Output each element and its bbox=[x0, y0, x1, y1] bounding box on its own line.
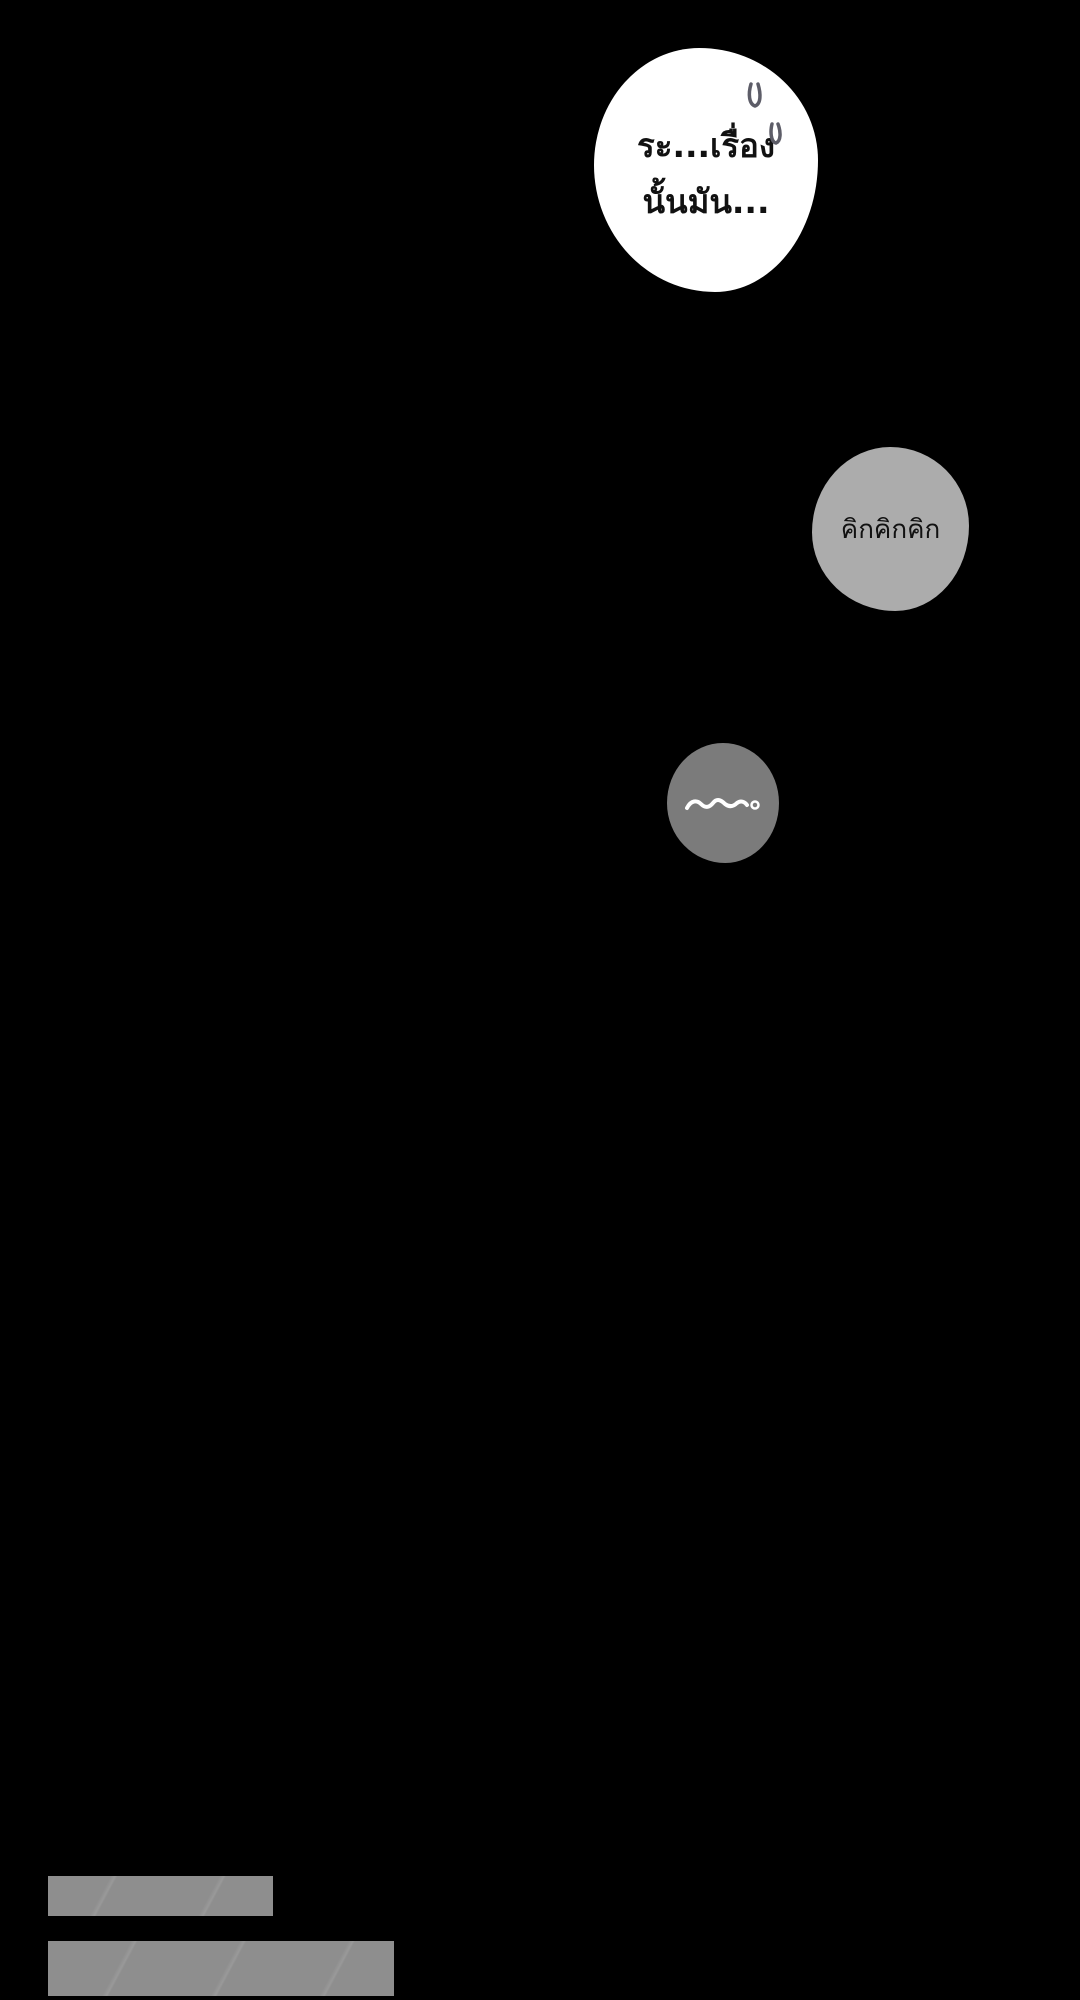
squiggle-icon bbox=[683, 788, 763, 818]
speech-bubble-dark bbox=[667, 743, 779, 863]
gray-bar-bottom bbox=[48, 1941, 394, 1996]
sweat-drops-icon bbox=[0, 0, 1080, 300]
speech-bubble-gray bbox=[812, 447, 969, 611]
gray-bar-top bbox=[48, 1876, 273, 1916]
speech-bubble-gray-text: คิกคิกคิก bbox=[840, 514, 941, 545]
speech-bubble-main-text: ระ...เรื่อง นั้นมัน... bbox=[637, 126, 775, 221]
